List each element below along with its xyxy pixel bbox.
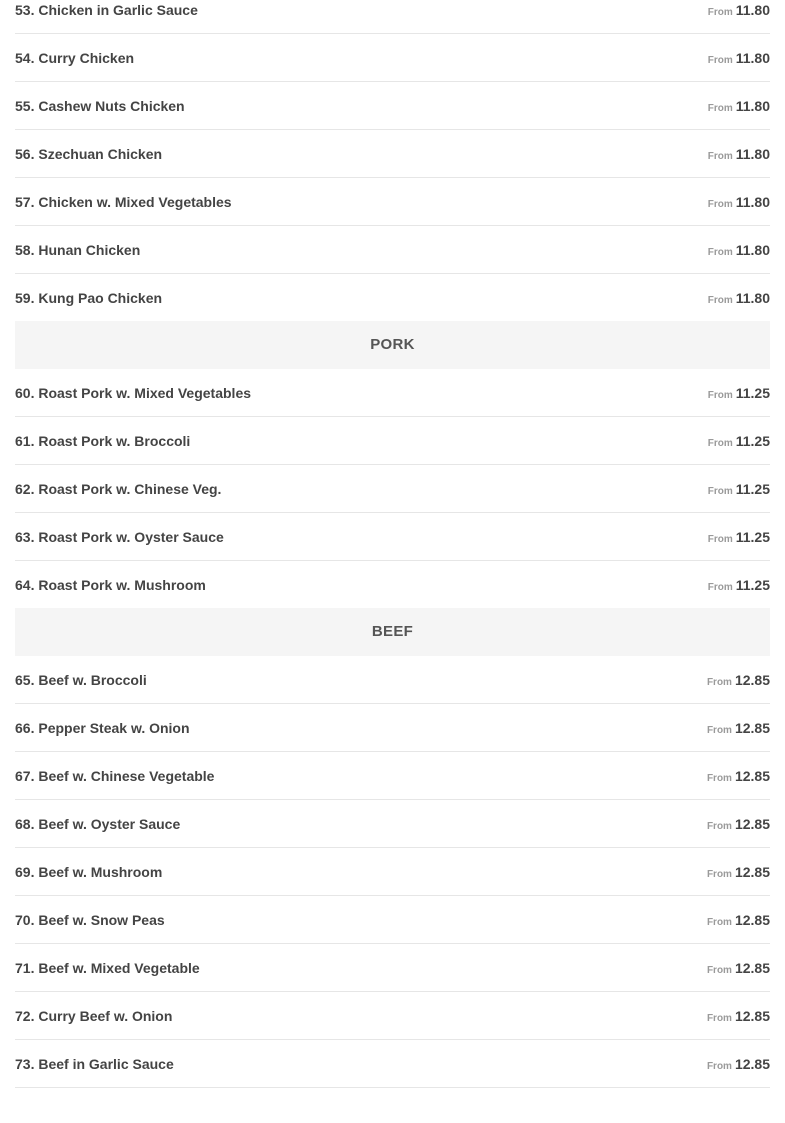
section-header-beef: BEEF (15, 608, 770, 656)
menu-item-name: 69. Beef w. Mushroom (15, 864, 163, 880)
from-label: From (707, 582, 733, 593)
menu-item-name: 61. Roast Pork w. Broccoli (15, 433, 191, 449)
menu-item[interactable] (15, 417, 770, 465)
section-header-pork: PORK (15, 321, 770, 369)
menu-item-price-block (708, 290, 770, 308)
from-label: From (707, 486, 733, 497)
menu-item-price: 12.85 (734, 864, 770, 880)
menu-item[interactable] (15, 465, 770, 513)
menu-item-price-block (707, 960, 770, 978)
menu-item-price-block (707, 1008, 770, 1026)
menu-item-name: 72. Curry Beef w. Onion (15, 1008, 173, 1024)
menu-item[interactable] (15, 561, 770, 608)
menu-item[interactable] (15, 178, 770, 226)
from-label: From (707, 55, 733, 66)
menu-item-price-block (708, 577, 770, 595)
menu-item-price-block (707, 816, 770, 834)
menu-item-price: 12.85 (734, 960, 770, 976)
menu-item-price-block (707, 1056, 770, 1074)
menu-item-name: 55. Cashew Nuts Chicken (15, 98, 185, 114)
menu-item-price: 11.80 (735, 98, 770, 114)
menu-item[interactable] (15, 226, 770, 274)
menu-item-price: 12.85 (734, 672, 770, 688)
menu-item-name: 56. Szechuan Chicken (15, 146, 163, 162)
menu-item-price-block (708, 529, 770, 547)
menu-list (15, 0, 770, 1088)
menu-item-price: 12.85 (734, 816, 770, 832)
menu-item-price: 12.85 (734, 768, 770, 784)
menu-item-price: 12.85 (734, 1008, 770, 1024)
menu-item-price-block (707, 720, 770, 738)
menu-item-name: 66. Pepper Steak w. Onion (15, 720, 190, 736)
menu-item-price-block (707, 912, 770, 930)
menu-item-price: 12.85 (734, 912, 770, 928)
menu-item[interactable] (15, 274, 770, 321)
menu-item-price: 11.80 (735, 50, 770, 66)
menu-item-price-block (708, 146, 770, 164)
menu-item[interactable] (15, 944, 770, 992)
menu-item-price: 11.25 (735, 529, 770, 545)
menu-item-price-block (708, 385, 770, 403)
menu-item[interactable] (15, 992, 770, 1040)
menu-item-name: 64. Roast Pork w. Mushroom (15, 577, 206, 593)
menu-item[interactable] (15, 513, 770, 561)
menu-item-price-block (707, 864, 770, 882)
from-label: From (707, 295, 733, 306)
menu-item-price: 11.80 (735, 194, 770, 210)
menu-item-price: 11.25 (735, 481, 770, 497)
from-label: From (706, 725, 732, 736)
menu-item-name: 68. Beef w. Oyster Sauce (15, 816, 181, 832)
menu-item-name: 73. Beef in Garlic Sauce (15, 1056, 174, 1072)
menu-item[interactable] (15, 656, 770, 704)
menu-item-price-block (708, 242, 770, 260)
from-label: From (707, 199, 733, 210)
from-label: From (707, 7, 733, 18)
from-label: From (707, 534, 733, 545)
from-label: From (707, 103, 733, 114)
menu-item-name: 71. Beef w. Mixed Vegetable (15, 960, 200, 976)
menu-item-price-block (708, 481, 770, 499)
menu-item-price-block (708, 433, 770, 451)
menu-item[interactable] (15, 130, 770, 178)
from-label: From (707, 151, 733, 162)
menu-item[interactable] (15, 704, 770, 752)
menu-item-name: 70. Beef w. Snow Peas (15, 912, 165, 928)
menu-item-price: 11.25 (735, 433, 770, 449)
menu-item-price-block (708, 98, 770, 116)
from-label: From (706, 773, 732, 784)
from-label: From (706, 869, 732, 880)
menu-item-price: 11.80 (735, 242, 770, 258)
menu-item[interactable] (15, 0, 770, 34)
menu-item-price: 11.80 (735, 146, 770, 162)
from-label: From (706, 821, 732, 832)
menu-item-name: 54. Curry Chicken (15, 50, 135, 66)
menu-item-price-block (708, 50, 770, 68)
menu-item[interactable] (15, 369, 770, 417)
menu-item-name: 57. Chicken w. Mixed Vegetables (15, 194, 232, 210)
menu-item[interactable] (15, 848, 770, 896)
menu-item-name: 67. Beef w. Chinese Vegetable (15, 768, 215, 784)
menu-item-name: 62. Roast Pork w. Chinese Veg. (15, 481, 222, 497)
menu-item-name: 59. Kung Pao Chicken (15, 290, 163, 306)
menu-item-name: 53. Chicken in Garlic Sauce (15, 2, 198, 18)
menu-item-price: 11.25 (735, 577, 770, 593)
menu-item[interactable] (15, 752, 770, 800)
menu-item[interactable] (15, 34, 770, 82)
menu-item-name: 65. Beef w. Broccoli (15, 672, 147, 688)
menu-item-name: 58. Hunan Chicken (15, 242, 141, 258)
from-label: From (707, 247, 733, 258)
menu-item[interactable] (15, 82, 770, 130)
menu-item-price: 11.80 (735, 2, 770, 18)
from-label: From (706, 965, 732, 976)
from-label: From (707, 390, 733, 401)
from-label: From (706, 1013, 732, 1024)
menu-item[interactable] (15, 800, 770, 848)
menu-item-name: 63. Roast Pork w. Oyster Sauce (15, 529, 224, 545)
from-label: From (706, 917, 732, 928)
from-label: From (706, 677, 732, 688)
menu-item-price: 11.80 (735, 290, 770, 306)
menu-item-price-block (708, 2, 770, 20)
menu-item[interactable] (15, 1040, 770, 1088)
menu-item-price: 11.25 (735, 385, 770, 401)
from-label: From (706, 1061, 732, 1072)
menu-item-price: 12.85 (734, 720, 770, 736)
menu-item-price-block (707, 768, 770, 786)
menu-item-price: 12.85 (734, 1056, 770, 1072)
menu-item-price-block (708, 194, 770, 212)
menu-item-name: 60. Roast Pork w. Mixed Vegetables (15, 385, 252, 401)
menu-item[interactable] (15, 896, 770, 944)
from-label: From (707, 438, 733, 449)
menu-item-price-block (707, 672, 770, 690)
